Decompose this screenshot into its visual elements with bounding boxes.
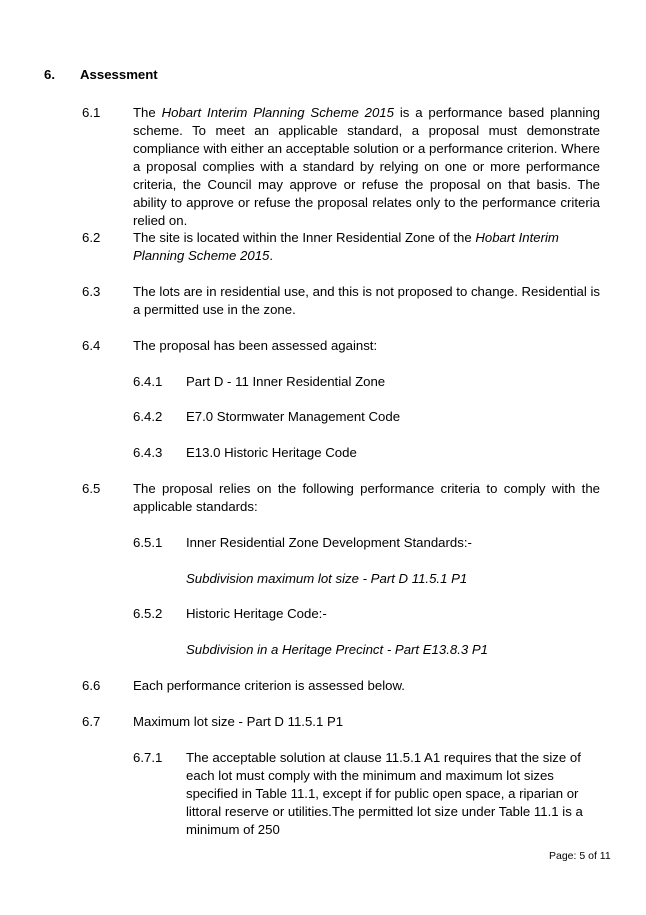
paragraph-text: The lots are in residential use, and this is not proposed to change. Residential is a permitted use in the zone. <box>133 284 600 317</box>
sub-item-number: 6.7.1 <box>133 750 163 765</box>
sub-item-text: E7.0 Stormwater Management Code <box>186 409 401 424</box>
paragraph-number: 6.1 <box>82 105 101 120</box>
sub-item-number: 6.4.1 <box>133 374 163 389</box>
paragraph-text: The proposal relies on the following performance criteria to comply with the applicable standards: <box>133 481 600 514</box>
sub-item-number: 6.4.2 <box>133 409 163 424</box>
sub-item-number: 6.5.2 <box>133 606 163 621</box>
paragraph-text: Each performance criterion is assessed below. <box>133 678 405 693</box>
scheme-title: Hobart Interim Planning Scheme 2015 <box>161 105 394 120</box>
sub-item-detail: Subdivision maximum lot size - Part D 11.5.1 P1 <box>186 571 468 586</box>
scheme-title: Hobart Interim Planning Scheme 2015 <box>133 230 559 263</box>
paragraph-text: The proposal has been assessed against: <box>133 338 378 353</box>
sub-item-text: Historic Heritage Code:- <box>186 606 327 621</box>
sub-item-text: The acceptable solution at clause 11.5.1 A1 requires that the size of each lot must comply with the minimum and maximum lot sizes specified in Table 11.1, except if for public open space, a riparian or littoral reserve or utilities.The permitted lot size under Table 11.1 is a minimum of 250 <box>186 750 583 837</box>
paragraph-number: 6.4 <box>82 338 101 353</box>
sub-item-number: 6.5.1 <box>133 535 163 550</box>
paragraph-text: The Hobart Interim Planning Scheme 2015 is a performance based planning scheme. To meet an applicable standard, a proposal must demonstrate compliance with either an acceptable solution or a performance criterion. Where a proposal complies with a standard by relying on one or more performance criteria, the Council may approve or refuse the proposal on that basis. The ability to approve or refuse the proposal relates only to the performance criteria relied on. <box>133 105 600 228</box>
sub-item-text: Part D - 11 Inner Residential Zone <box>186 374 386 389</box>
paragraph-text: Maximum lot size - Part D 11.5.1 P1 <box>133 714 344 729</box>
paragraph-number: 6.6 <box>82 678 101 693</box>
sub-item-number: 6.4.3 <box>133 445 163 460</box>
page-number: Page: 5 of 11 <box>549 850 611 862</box>
paragraph-number: 6.5 <box>82 481 101 496</box>
section-title: Assessment <box>80 67 158 82</box>
paragraph-number: 6.2 <box>82 230 101 245</box>
sub-item-detail: Subdivision in a Heritage Precinct - Part E13.8.3 P1 <box>186 642 489 657</box>
section-number: 6. <box>44 67 55 82</box>
paragraph-text: The site is located within the Inner Residential Zone of the Hobart Interim Planning Scheme 2015. <box>133 230 559 263</box>
paragraph-number: 6.7 <box>82 714 101 729</box>
paragraph-number: 6.3 <box>82 284 101 299</box>
sub-item-text: E13.0 Historic Heritage Code <box>186 445 357 460</box>
sub-item-text: Inner Residential Zone Development Standards:- <box>186 535 472 550</box>
